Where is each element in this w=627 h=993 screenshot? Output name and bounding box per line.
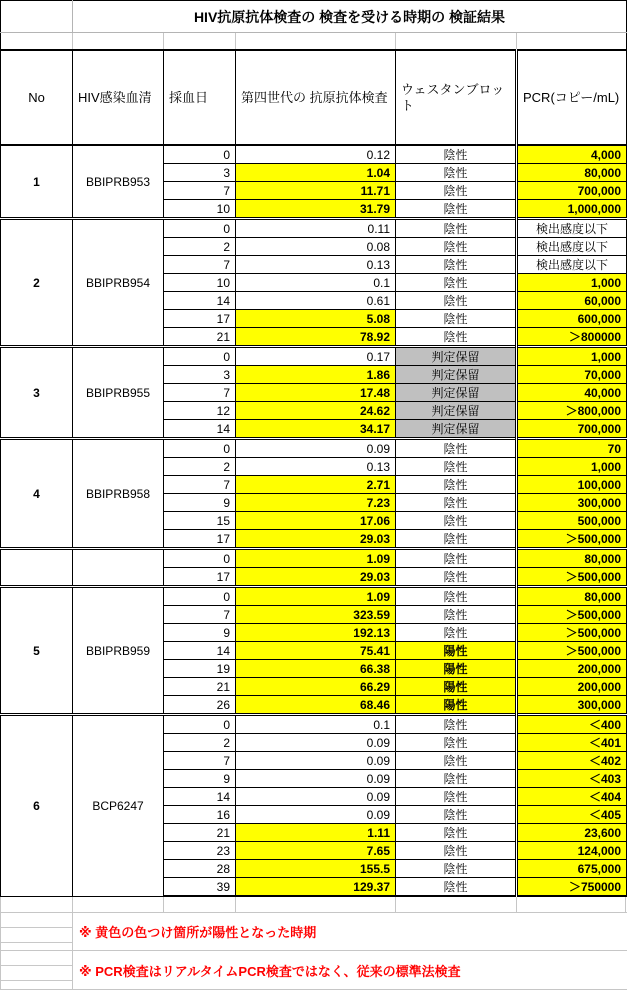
cell-pcr: ＜404 bbox=[517, 788, 627, 806]
cell-antigen-value: 0.09 bbox=[236, 788, 396, 806]
cell-antigen-value: 0.09 bbox=[236, 770, 396, 788]
cell-pcr: 4,000 bbox=[517, 145, 627, 164]
cell-pcr: ＞500,000 bbox=[517, 624, 627, 642]
cell-pcr: 300,000 bbox=[517, 696, 627, 715]
cell-antigen-value: 75.41 bbox=[236, 642, 396, 660]
cell-antigen-value: 129.37 bbox=[236, 878, 396, 897]
cell-day: 12 bbox=[164, 402, 236, 420]
column-header-pcr: PCR(コピー/mL) bbox=[517, 50, 627, 145]
cell-western-blot: 陽性 bbox=[396, 696, 517, 715]
cell-antigen-value: 155.5 bbox=[236, 860, 396, 878]
cell-western-blot: 陰性 bbox=[396, 568, 517, 587]
cell-day: 14 bbox=[164, 642, 236, 660]
blank-cell bbox=[1, 33, 73, 51]
cell-pcr: ＜400 bbox=[517, 715, 627, 734]
cell-pcr: 23,600 bbox=[517, 824, 627, 842]
cell-antigen-value: 1.04 bbox=[236, 164, 396, 182]
footnote-pcr-method: ※ PCR検査はリアルタイムPCR検査ではなく、従来の標準法検査 bbox=[79, 963, 461, 979]
cell-antigen-value: 1.86 bbox=[236, 366, 396, 384]
cell-day: 14 bbox=[164, 788, 236, 806]
cell-western-blot: 陰性 bbox=[396, 606, 517, 624]
cell-day: 16 bbox=[164, 806, 236, 824]
cell-western-blot: 陽性 bbox=[396, 642, 517, 660]
cell-antigen-value: 7.65 bbox=[236, 842, 396, 860]
cell-day: 7 bbox=[164, 384, 236, 402]
cell-section-no: 1 bbox=[1, 145, 73, 219]
cell-antigen-value: 5.08 bbox=[236, 310, 396, 328]
cell-day: 17 bbox=[164, 530, 236, 549]
cell-antigen-value: 17.06 bbox=[236, 512, 396, 530]
cell-antigen-value: 29.03 bbox=[236, 568, 396, 587]
cell-section-no: 4 bbox=[1, 439, 73, 549]
cell-western-blot: 陰性 bbox=[396, 624, 517, 642]
empty-cell bbox=[164, 897, 236, 912]
cell-western-blot: 陰性 bbox=[396, 256, 517, 274]
cell-serum-id bbox=[73, 549, 164, 587]
table-row bbox=[1, 715, 627, 734]
cell-pcr: 200,000 bbox=[517, 660, 627, 678]
empty-cell bbox=[73, 897, 164, 912]
cell-day: 19 bbox=[164, 660, 236, 678]
cell-western-blot: 陽性 bbox=[396, 678, 517, 696]
cell-pcr: 1,000 bbox=[517, 458, 627, 476]
cell-antigen-value: 192.13 bbox=[236, 624, 396, 642]
cell-western-blot: 陰性 bbox=[396, 788, 517, 806]
cell-serum-id: BBIPRB954 bbox=[73, 219, 164, 347]
cell-pcr: 200,000 bbox=[517, 678, 627, 696]
cell-day: 2 bbox=[164, 238, 236, 256]
cell-western-blot: 判定保留 bbox=[396, 384, 517, 402]
cell-pcr: 80,000 bbox=[517, 549, 627, 568]
cell-day: 14 bbox=[164, 420, 236, 439]
cell-western-blot: 陰性 bbox=[396, 842, 517, 860]
cell-pcr: 300,000 bbox=[517, 494, 627, 512]
cell-western-blot: 陰性 bbox=[396, 458, 517, 476]
empty-cell bbox=[517, 897, 626, 912]
cell-western-blot: 陰性 bbox=[396, 200, 517, 219]
cell-western-blot: 陰性 bbox=[396, 476, 517, 494]
cell-antigen-value: 0.09 bbox=[236, 752, 396, 770]
cell-pcr: 124,000 bbox=[517, 842, 627, 860]
cell-antigen-value: 0.11 bbox=[236, 219, 396, 238]
cell-western-blot: 陰性 bbox=[396, 824, 517, 842]
cell-day: 3 bbox=[164, 366, 236, 384]
cell-day: 17 bbox=[164, 310, 236, 328]
cell-antigen-value: 68.46 bbox=[236, 696, 396, 715]
table-row bbox=[1, 347, 627, 366]
cell-pcr: 100,000 bbox=[517, 476, 627, 494]
cell-western-blot: 陰性 bbox=[396, 878, 517, 897]
footnote-row bbox=[1, 913, 627, 951]
cell-antigen-value: 7.23 bbox=[236, 494, 396, 512]
blank-cell bbox=[396, 33, 517, 51]
cell-pcr: 675,000 bbox=[517, 860, 627, 878]
cell-antigen-value: 0.1 bbox=[236, 274, 396, 292]
cell-western-blot: 陰性 bbox=[396, 439, 517, 458]
cell-day: 3 bbox=[164, 164, 236, 182]
cell-pcr: 700,000 bbox=[517, 420, 627, 439]
cell-day: 9 bbox=[164, 624, 236, 642]
title-row bbox=[1, 1, 627, 33]
cell-pcr: ＞800,000 bbox=[517, 402, 627, 420]
cell-western-blot: 陽性 bbox=[396, 660, 517, 678]
cell-pcr: ＞800000 bbox=[517, 328, 627, 347]
cell-western-blot: 陰性 bbox=[396, 310, 517, 328]
cell-antigen-value: 1.09 bbox=[236, 587, 396, 606]
footer-area bbox=[0, 897, 627, 990]
cell-western-blot: 陰性 bbox=[396, 292, 517, 310]
cell-pcr: ＞750000 bbox=[517, 878, 627, 897]
cell-antigen-value: 24.62 bbox=[236, 402, 396, 420]
cell-pcr: ＜401 bbox=[517, 734, 627, 752]
cell-antigen-value: 0.61 bbox=[236, 292, 396, 310]
cell-pcr: 1,000,000 bbox=[517, 200, 627, 219]
cell-pcr: 1,000 bbox=[517, 347, 627, 366]
cell-section-no: 2 bbox=[1, 219, 73, 347]
cell-western-blot: 判定保留 bbox=[396, 347, 517, 366]
cell-day: 0 bbox=[164, 715, 236, 734]
cell-pcr: ＞500,000 bbox=[517, 568, 627, 587]
cell-western-blot: 陰性 bbox=[396, 494, 517, 512]
cell-antigen-value: 0.09 bbox=[236, 439, 396, 458]
cell-antigen-value: 323.59 bbox=[236, 606, 396, 624]
cell-western-blot: 陰性 bbox=[396, 238, 517, 256]
cell-pcr: 70,000 bbox=[517, 366, 627, 384]
cell-antigen-value: 0.09 bbox=[236, 806, 396, 824]
cell-day: 28 bbox=[164, 860, 236, 878]
cell-day: 2 bbox=[164, 734, 236, 752]
cell-day: 9 bbox=[164, 494, 236, 512]
cell-day: 10 bbox=[164, 274, 236, 292]
cell-western-blot: 陰性 bbox=[396, 274, 517, 292]
cell-day: 17 bbox=[164, 568, 236, 587]
empty-row bbox=[1, 897, 627, 913]
cell-section-no: 5 bbox=[1, 587, 73, 715]
footnote-row bbox=[1, 951, 627, 990]
cell-serum-id: BBIPRB958 bbox=[73, 439, 164, 549]
cell-pcr: 1,000 bbox=[517, 274, 627, 292]
cell-western-blot: 陰性 bbox=[396, 715, 517, 734]
header-row bbox=[1, 50, 627, 145]
cell-pcr: 80,000 bbox=[517, 164, 627, 182]
cell-day: 7 bbox=[164, 182, 236, 200]
cell-antigen-value: 29.03 bbox=[236, 530, 396, 549]
cell-serum-id: BBIPRB953 bbox=[73, 145, 164, 219]
blank-cell bbox=[73, 33, 164, 51]
cell-western-blot: 陰性 bbox=[396, 734, 517, 752]
cell-western-blot: 陰性 bbox=[396, 530, 517, 549]
cell-pcr: 80,000 bbox=[517, 587, 627, 606]
cell-western-blot: 陰性 bbox=[396, 770, 517, 788]
cell-western-blot: 陰性 bbox=[396, 587, 517, 606]
cell-antigen-value: 0.13 bbox=[236, 256, 396, 274]
cell-western-blot: 陰性 bbox=[396, 164, 517, 182]
cell-pcr: ＞500,000 bbox=[517, 642, 627, 660]
cell-day: 14 bbox=[164, 292, 236, 310]
cell-day: 7 bbox=[164, 606, 236, 624]
cell-day: 0 bbox=[164, 549, 236, 568]
cell-day: 0 bbox=[164, 219, 236, 238]
cell-antigen-value: 34.17 bbox=[236, 420, 396, 439]
cell-antigen-value: 0.17 bbox=[236, 347, 396, 366]
cell-antigen-value: 0.08 bbox=[236, 238, 396, 256]
cell-pcr: 検出感度以下 bbox=[517, 256, 627, 274]
cell-serum-id: BBIPRB959 bbox=[73, 587, 164, 715]
cell-pcr: 検出感度以下 bbox=[517, 219, 627, 238]
cell-day: 7 bbox=[164, 752, 236, 770]
blank-cell bbox=[236, 33, 396, 51]
cell-western-blot: 陰性 bbox=[396, 145, 517, 164]
empty-cell bbox=[236, 897, 396, 912]
cell-pcr: ＜405 bbox=[517, 806, 627, 824]
cell-antigen-value: 2.71 bbox=[236, 476, 396, 494]
cell-western-blot: 陰性 bbox=[396, 806, 517, 824]
cell-serum-id: BBIPRB955 bbox=[73, 347, 164, 439]
cell-day: 15 bbox=[164, 512, 236, 530]
cell-section-no: 6 bbox=[1, 715, 73, 897]
blank-row bbox=[1, 33, 627, 51]
cell-pcr: 600,000 bbox=[517, 310, 627, 328]
cell-pcr: 700,000 bbox=[517, 182, 627, 200]
column-header-no: No bbox=[1, 50, 73, 145]
cell-pcr: ＞500,000 bbox=[517, 606, 627, 624]
cell-day: 0 bbox=[164, 587, 236, 606]
column-header-western-blot: ウェスタンブロット bbox=[396, 50, 517, 145]
cell-pcr: ＜403 bbox=[517, 770, 627, 788]
cell-antigen-value: 78.92 bbox=[236, 328, 396, 347]
table-row bbox=[1, 145, 627, 164]
cell-antigen-value: 0.12 bbox=[236, 145, 396, 164]
cell-antigen-value: 17.48 bbox=[236, 384, 396, 402]
cell-pcr: ＜402 bbox=[517, 752, 627, 770]
column-header-day: 採血日 bbox=[164, 50, 236, 145]
table-title: HIV抗原抗体検査の 検査を受ける時期の 検証結果 bbox=[73, 1, 627, 33]
cell-section-no: 3 bbox=[1, 347, 73, 439]
cell-day: 21 bbox=[164, 328, 236, 347]
cell-western-blot: 陰性 bbox=[396, 752, 517, 770]
cell-day: 7 bbox=[164, 256, 236, 274]
cell-pcr: ＞500,000 bbox=[517, 530, 627, 549]
column-header-serum: HIV感染血清 bbox=[73, 50, 164, 145]
cell-section-no bbox=[1, 549, 73, 587]
cell-antigen-value: 1.09 bbox=[236, 549, 396, 568]
cell-antigen-value: 66.38 bbox=[236, 660, 396, 678]
table-row bbox=[1, 587, 627, 606]
blank-cell bbox=[517, 33, 627, 51]
cell-antigen-value: 11.71 bbox=[236, 182, 396, 200]
footnote-highlight-legend: ※ 黄色の色つけ箇所が陽性となった時期 bbox=[79, 925, 317, 940]
cell-western-blot: 陰性 bbox=[396, 860, 517, 878]
cell-antigen-value: 0.13 bbox=[236, 458, 396, 476]
cell-antigen-value: 0.09 bbox=[236, 734, 396, 752]
cell-pcr: 70 bbox=[517, 439, 627, 458]
empty-cell bbox=[1, 897, 73, 912]
footnote-left-gutter bbox=[1, 951, 73, 989]
cell-western-blot: 判定保留 bbox=[396, 402, 517, 420]
cell-antigen-value: 66.29 bbox=[236, 678, 396, 696]
column-header-antigen-test: 第四世代の 抗原抗体検査 bbox=[236, 50, 396, 145]
cell-serum-id: BCP6247 bbox=[73, 715, 164, 897]
cell-western-blot: 陰性 bbox=[396, 512, 517, 530]
table-row bbox=[1, 219, 627, 238]
cell-day: 26 bbox=[164, 696, 236, 715]
cell-day: 39 bbox=[164, 878, 236, 897]
cell-antigen-value: 31.79 bbox=[236, 200, 396, 219]
cell-antigen-value: 1.11 bbox=[236, 824, 396, 842]
cell-western-blot: 陰性 bbox=[396, 219, 517, 238]
footnote-left-gutter bbox=[1, 913, 73, 950]
cell-day: 0 bbox=[164, 439, 236, 458]
cell-western-blot: 陰性 bbox=[396, 549, 517, 568]
cell-pcr: 60,000 bbox=[517, 292, 627, 310]
cell-pcr: 検出感度以下 bbox=[517, 238, 627, 256]
cell-western-blot: 陰性 bbox=[396, 328, 517, 347]
cell-day: 10 bbox=[164, 200, 236, 219]
cell-day: 23 bbox=[164, 842, 236, 860]
cell-day: 0 bbox=[164, 347, 236, 366]
cell-western-blot: 判定保留 bbox=[396, 420, 517, 439]
cell-day: 7 bbox=[164, 476, 236, 494]
cell-antigen-value: 0.1 bbox=[236, 715, 396, 734]
cell-pcr: 500,000 bbox=[517, 512, 627, 530]
cell-day: 9 bbox=[164, 770, 236, 788]
cell-day: 0 bbox=[164, 145, 236, 164]
title-left-spacer bbox=[1, 1, 73, 33]
cell-western-blot: 判定保留 bbox=[396, 366, 517, 384]
cell-day: 21 bbox=[164, 824, 236, 842]
table-row bbox=[1, 439, 627, 458]
cell-day: 2 bbox=[164, 458, 236, 476]
cell-day: 21 bbox=[164, 678, 236, 696]
cell-western-blot: 陰性 bbox=[396, 182, 517, 200]
table-row bbox=[1, 549, 627, 568]
cell-pcr: 40,000 bbox=[517, 384, 627, 402]
blank-cell bbox=[164, 33, 236, 51]
empty-cell bbox=[396, 897, 517, 912]
